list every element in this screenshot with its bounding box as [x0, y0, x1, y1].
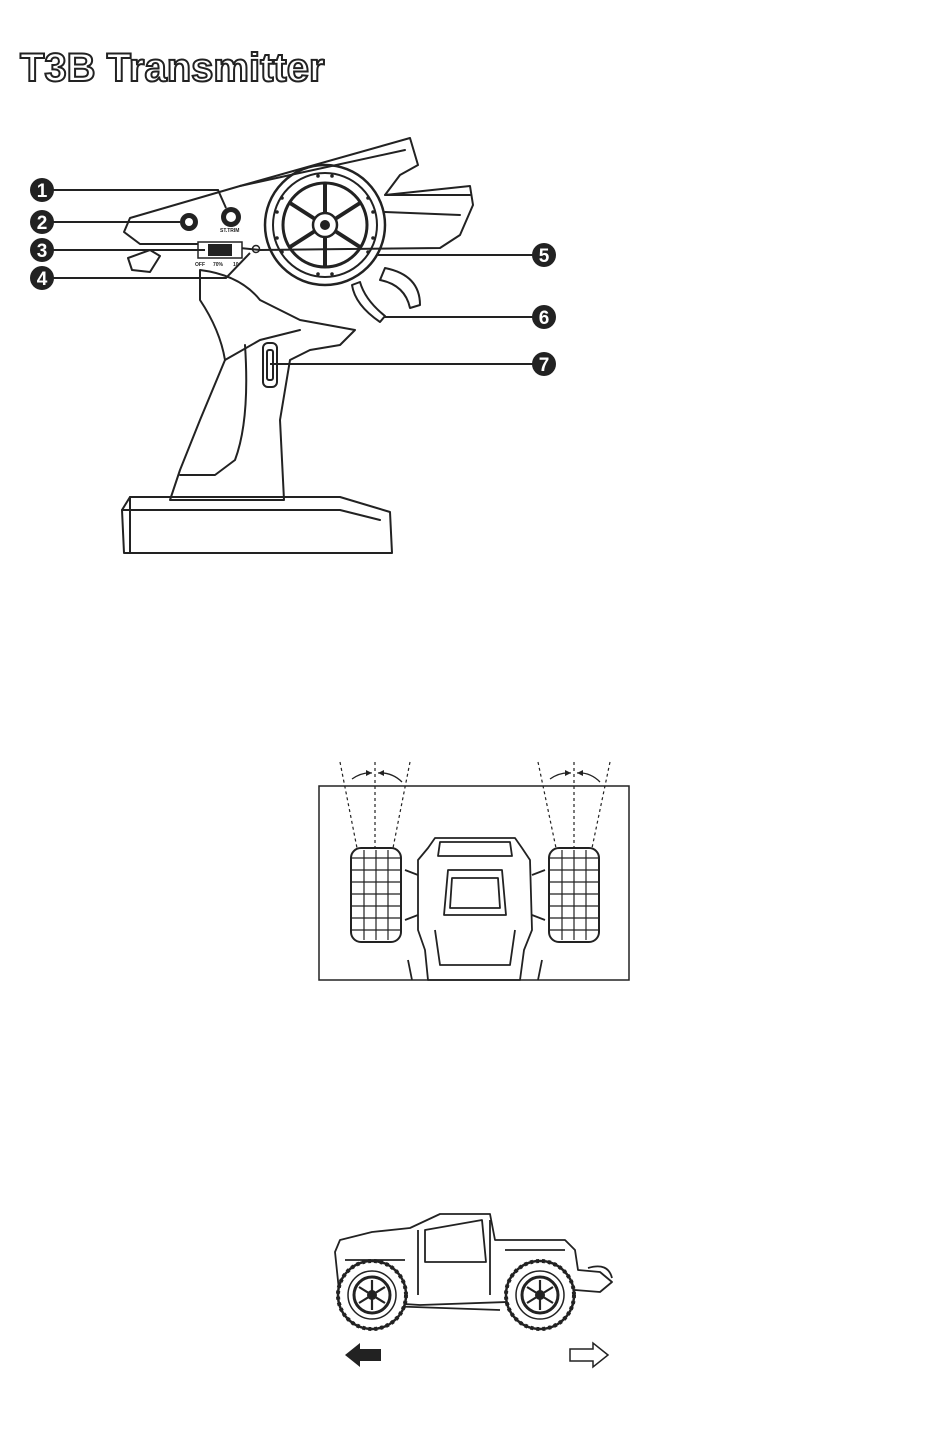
- switch-off-label: OFF: [195, 262, 205, 268]
- callout-7: [532, 352, 556, 376]
- callout-2: [30, 210, 54, 234]
- switch-full-label: 10: [233, 262, 239, 268]
- steering-trim-knob: [220, 207, 241, 234]
- left-front-tire: [351, 848, 401, 942]
- callout-3: [30, 238, 54, 262]
- callout-5: [532, 243, 556, 267]
- callout-4: [30, 266, 54, 290]
- callout-6: [532, 305, 556, 329]
- svg-text:ST.TRIM: ST.TRIM: [220, 228, 240, 234]
- switch-mid-label: 70%: [213, 262, 224, 268]
- throttle-trim-knob: [180, 213, 198, 231]
- transmitter-illustration: [0, 0, 950, 600]
- truck-top-view: [405, 838, 545, 980]
- svg-text:1: 1: [36, 181, 48, 202]
- callout-1: [30, 178, 54, 202]
- solid-left-arrow-icon: [345, 1343, 381, 1367]
- power-switch: [195, 242, 242, 268]
- transmitter-grip: [170, 270, 355, 500]
- svg-text:3: 3: [36, 241, 48, 262]
- page-title: T3B Transmitter: [20, 46, 325, 90]
- svg-text:2: 2: [36, 213, 48, 234]
- svg-text:7: 7: [538, 355, 550, 376]
- svg-text:5: 5: [538, 246, 550, 267]
- truck-rear-wheel: [338, 1261, 406, 1329]
- outline-right-arrow-icon: [570, 1343, 608, 1367]
- transmitter-base: [122, 497, 392, 553]
- truck-body-side: [335, 1214, 612, 1310]
- right-front-tire: [549, 848, 599, 942]
- throttle-trigger: [352, 282, 385, 322]
- steering-wheel: [265, 165, 385, 285]
- diagram-frame: [319, 786, 629, 980]
- svg-text:6: 6: [538, 308, 550, 329]
- svg-text:4: 4: [36, 269, 48, 290]
- truck-front-wheel: [506, 1261, 574, 1329]
